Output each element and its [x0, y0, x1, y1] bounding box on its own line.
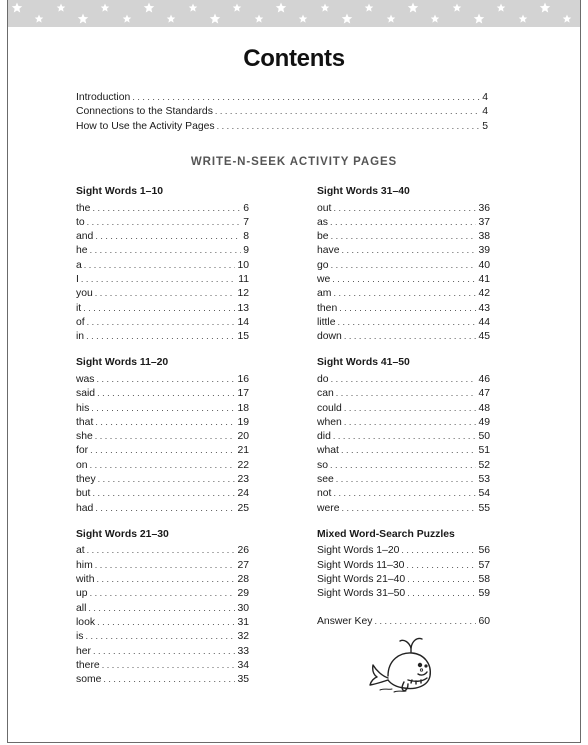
entry-label: go: [317, 259, 329, 271]
entry-label: see: [317, 474, 334, 486]
entry-label: all: [76, 602, 87, 614]
entry-label: Sight Words 1–20: [317, 545, 400, 557]
dot-leader: [84, 258, 236, 272]
entry-page-number: 20: [237, 431, 249, 443]
entry-page-number: 22: [237, 459, 249, 471]
entry-page-number: 41: [478, 273, 490, 285]
dot-leader: [331, 258, 477, 272]
entry-page-number: 16: [237, 373, 249, 385]
entry-page-number: 35: [237, 674, 249, 686]
entry-label: for: [76, 445, 89, 457]
toc-group-sight-words-21-30: [76, 528, 249, 686]
entry-page-number: 17: [237, 388, 249, 400]
entry-page-number: 4: [482, 106, 488, 118]
toc-entry-is: [76, 629, 249, 643]
dot-leader: [86, 629, 236, 643]
entry-label: up: [76, 588, 88, 600]
entry-label: Sight Words 31–50: [317, 588, 406, 600]
entry-label: a: [76, 259, 82, 271]
toc-group-sight-words-31-40: [317, 185, 490, 343]
dot-leader: [344, 401, 477, 415]
toc-entry-connections-to-the-standards: [76, 104, 488, 118]
toc-entry-to: [76, 215, 249, 229]
entry-label: can: [317, 388, 334, 400]
entry-label: his: [76, 402, 90, 414]
toc-entry-for: [76, 443, 249, 457]
dot-leader: [344, 415, 477, 429]
entry-page-number: 5: [482, 120, 488, 132]
toc-entry-there: [76, 658, 249, 672]
toc-entry-with: [76, 572, 249, 586]
group-heading: Sight Words 31–40: [317, 186, 410, 197]
left-column: [76, 185, 249, 699]
dot-leader: [407, 572, 476, 586]
entry-page-number: 42: [478, 288, 490, 300]
group-heading: Sight Words 41–50: [317, 357, 410, 369]
entry-page-number: 11: [238, 273, 249, 285]
dot-leader: [86, 329, 235, 343]
entry-label: do: [317, 373, 329, 385]
entry-label: out: [317, 202, 332, 214]
dot-leader: [374, 614, 476, 628]
toc-entry-introduction: [76, 90, 488, 104]
entry-label: what: [317, 445, 339, 457]
entry-label: she: [76, 431, 93, 443]
entry-page-number: 60: [478, 615, 490, 627]
toc-entry-and: [76, 229, 249, 243]
entry-label: her: [76, 645, 92, 657]
dot-leader: [333, 201, 476, 215]
entry-label: then: [317, 302, 338, 314]
dot-leader: [342, 501, 477, 515]
toc-entry-him: [76, 558, 249, 572]
group-heading: Mixed Word-Search Puzzles: [317, 528, 455, 540]
entry-page-number: 6: [243, 202, 249, 214]
entry-label: had: [76, 502, 94, 514]
entry-page-number: 43: [478, 302, 490, 314]
entry-page-number: 4: [482, 92, 488, 103]
toc-entry-her: [76, 644, 249, 658]
dot-leader: [87, 315, 236, 329]
entry-page-number: 29: [237, 588, 249, 600]
entry-label: as: [317, 216, 328, 228]
entry-page-number: 31: [237, 616, 249, 628]
toc-entry-sight-words-11-30: [317, 558, 490, 572]
toc-entry-he: [76, 243, 249, 257]
dot-leader: [98, 472, 236, 486]
group-heading: Sight Words 21–30: [76, 528, 169, 540]
dot-leader: [92, 201, 241, 215]
entry-page-number: 51: [478, 445, 490, 457]
toc-entry-what: [317, 443, 490, 457]
entry-label: was: [76, 373, 95, 385]
dot-leader: [87, 543, 236, 557]
entry-label: said: [76, 388, 96, 400]
entry-page-number: 28: [237, 574, 249, 586]
section-heading: WRITE-N-SEEK ACTIVITY PAGES: [190, 156, 398, 168]
toc-entry-i: [76, 272, 249, 286]
entry-label: could: [317, 402, 342, 414]
toc-entry-were: [317, 501, 490, 515]
toc-entry-it: [76, 301, 249, 315]
toc-entry-we: [317, 272, 490, 286]
entry-label: at: [76, 545, 85, 557]
dot-leader: [336, 472, 477, 486]
toc-entry-of: [76, 315, 249, 329]
dot-leader: [97, 386, 235, 400]
dot-leader: [406, 558, 476, 572]
toc-group-sight-words-41-50: [317, 356, 490, 514]
entry-label: and: [76, 231, 94, 243]
entry-page-number: 46: [478, 373, 490, 385]
entry-label: were: [317, 502, 340, 514]
dot-leader: [103, 672, 235, 686]
entry-page-number: 55: [478, 502, 490, 514]
entry-page-number: 45: [478, 331, 490, 343]
entry-page-number: 59: [478, 588, 490, 600]
entry-page-number: 53: [478, 474, 490, 486]
entry-page-number: 36: [478, 202, 490, 214]
entry-page-number: 7: [243, 216, 249, 228]
entry-label: am: [317, 288, 332, 300]
entry-page-number: 52: [478, 459, 490, 471]
dot-leader: [81, 272, 236, 286]
entry-label: so: [317, 459, 328, 471]
dot-leader: [330, 215, 476, 229]
entry-label: with: [76, 574, 95, 586]
dot-leader: [339, 301, 476, 315]
toc-entry-some: [76, 672, 249, 686]
dot-leader: [217, 119, 481, 133]
toc-entry-at: [76, 543, 249, 557]
right-column: [317, 185, 490, 628]
entry-label: Connections to the Standards: [76, 106, 213, 118]
toc-entry-up: [76, 586, 249, 600]
dot-leader: [87, 215, 242, 229]
group-heading: Sight Words 11–20: [76, 357, 169, 369]
entry-label: have: [317, 245, 340, 257]
entry-page-number: 40: [478, 259, 490, 271]
dot-leader: [330, 458, 476, 472]
entry-page-number: 39: [478, 245, 490, 257]
whale-icon: [364, 630, 444, 700]
entry-page-number: 48: [478, 402, 490, 414]
toc-entry-all: [76, 601, 249, 615]
entry-page-number: 33: [237, 645, 249, 657]
entry-page-number: 14: [237, 316, 249, 328]
toc-entry-so: [317, 458, 490, 472]
toc-entry-that: [76, 415, 249, 429]
toc-entry-answer-key: [317, 614, 490, 628]
toc-entry-see: [317, 472, 490, 486]
toc-entry-little: [317, 315, 490, 329]
toc-entry-go: [317, 258, 490, 272]
entry-page-number: 9: [243, 245, 249, 257]
toc-entry-out: [317, 201, 490, 215]
toc-entry-on: [76, 458, 249, 472]
dot-leader: [95, 501, 235, 515]
dot-leader: [90, 243, 242, 257]
entry-page-number: 12: [237, 288, 249, 300]
dot-leader: [407, 586, 476, 600]
entry-label: Sight Words 21–40: [317, 574, 406, 586]
entry-label: but: [76, 488, 91, 500]
entry-page-number: 58: [478, 574, 490, 586]
entry-page-number: 37: [478, 216, 490, 228]
page-title: Contents: [243, 45, 345, 72]
entry-label: of: [76, 316, 85, 328]
dot-leader: [92, 486, 235, 500]
entry-page-number: 13: [237, 302, 249, 314]
entry-page-number: 32: [237, 631, 249, 643]
dot-leader: [96, 572, 235, 586]
dot-leader: [97, 615, 235, 629]
dot-leader: [342, 243, 477, 257]
intro-contents-list: [76, 90, 488, 133]
entry-page-number: 56: [478, 545, 490, 557]
toc-entry-be: [317, 229, 490, 243]
entry-label: that: [76, 416, 94, 428]
toc-entry-could: [317, 401, 490, 415]
dot-leader: [336, 386, 477, 400]
dot-leader: [95, 558, 236, 572]
toc-group-sight-words-1-10: [76, 185, 249, 343]
entry-label: How to Use the Activity Pages: [76, 120, 215, 132]
toc-entry-can: [317, 386, 490, 400]
toc-group-mixed-word-search-puzzles: [317, 528, 490, 601]
entry-page-number: 49: [478, 416, 490, 428]
dot-leader: [90, 458, 236, 472]
dot-leader: [88, 601, 235, 615]
toc-entry-in: [76, 329, 249, 343]
entry-page-number: 24: [237, 488, 249, 500]
toc-entry-as: [317, 215, 490, 229]
toc-entry-have: [317, 243, 490, 257]
entry-page-number: 38: [478, 231, 490, 243]
entry-page-number: 27: [237, 559, 249, 571]
toc-entry-look: [76, 615, 249, 629]
toc-entry-had: [76, 501, 249, 515]
dot-leader: [333, 486, 476, 500]
dot-leader: [95, 429, 236, 443]
dot-leader: [333, 429, 477, 443]
entry-page-number: 19: [237, 416, 249, 428]
entry-label: it: [76, 302, 82, 314]
entry-label: you: [76, 288, 93, 300]
toc-entry-they: [76, 472, 249, 486]
toc-entry-was: [76, 372, 249, 386]
entry-label: some: [76, 674, 102, 686]
toc-entry-his: [76, 401, 249, 415]
toc-entry-did: [317, 429, 490, 443]
entry-label: not: [317, 488, 332, 500]
toc-entry-not: [317, 486, 490, 500]
dot-leader: [95, 229, 241, 243]
toc-entry-you: [76, 286, 249, 300]
toc-entry-down: [317, 329, 490, 343]
dot-leader: [331, 372, 477, 386]
toc-entry-said: [76, 386, 249, 400]
entry-label: Sight Words 11–30: [317, 559, 405, 571]
dot-leader: [337, 315, 476, 329]
entry-page-number: 30: [237, 602, 249, 614]
toc-entry-am: [317, 286, 490, 300]
entry-page-number: 21: [237, 445, 249, 457]
dot-leader: [91, 401, 235, 415]
dot-leader: [102, 658, 236, 672]
dot-leader: [341, 443, 476, 457]
dot-leader: [83, 301, 235, 315]
toc-entry-do: [317, 372, 490, 386]
entry-page-number: 25: [237, 502, 249, 514]
group-heading: Sight Words 1–10: [76, 186, 163, 197]
entry-label: down: [317, 331, 342, 343]
entry-page-number: 54: [478, 488, 490, 500]
entry-page-number: 34: [237, 659, 249, 671]
dot-leader: [215, 104, 480, 118]
entry-label: to: [76, 216, 85, 228]
entry-label: I: [76, 273, 79, 285]
dot-leader: [332, 272, 476, 286]
toc-entry-sight-words-31-50: [317, 586, 490, 600]
entry-label: be: [317, 231, 329, 243]
entry-label: Introduction: [76, 92, 131, 103]
entry-label: we: [317, 273, 331, 285]
dot-leader: [93, 644, 235, 658]
toc-entry-how-to-use-the-activity-pages: [76, 119, 488, 133]
dot-leader: [95, 286, 236, 300]
toc-entry-the: [76, 201, 249, 215]
toc-entry-sight-words-1-20: [317, 543, 490, 557]
entry-label: they: [76, 474, 96, 486]
entry-label: in: [76, 331, 85, 343]
dot-leader: [90, 443, 235, 457]
entry-label: little: [317, 316, 336, 328]
entry-page-number: 23: [237, 474, 249, 486]
entry-label: Answer Key: [317, 615, 373, 627]
dot-leader: [90, 586, 236, 600]
entry-page-number: 57: [478, 559, 490, 571]
entry-page-number: 50: [478, 431, 490, 443]
entry-page-number: 8: [243, 231, 249, 243]
toc-entry-then: [317, 301, 490, 315]
entry-label: there: [76, 659, 100, 671]
entry-label: did: [317, 431, 331, 443]
entry-page-number: 26: [237, 545, 249, 557]
entry-label: the: [76, 202, 91, 214]
entry-page-number: 10: [237, 259, 249, 271]
entry-label: when: [317, 416, 342, 428]
dot-leader: [96, 372, 235, 386]
dot-leader: [401, 543, 476, 557]
entry-label: on: [76, 459, 88, 471]
dot-leader: [331, 229, 477, 243]
entry-label: he: [76, 245, 88, 257]
toc-group-sight-words-11-20: [76, 356, 249, 514]
toc-entry-when: [317, 415, 490, 429]
dot-leader: [95, 415, 235, 429]
entry-label: look: [76, 616, 96, 628]
entry-label: is: [76, 631, 84, 643]
toc-entry-but: [76, 486, 249, 500]
entry-page-number: 18: [237, 402, 249, 414]
toc-entry-she: [76, 429, 249, 443]
entry-label: him: [76, 559, 93, 571]
dot-leader: [333, 286, 476, 300]
entry-page-number: 44: [478, 316, 490, 328]
entry-page-number: 15: [237, 331, 249, 343]
entry-page-number: 47: [478, 388, 490, 400]
toc-entry-a: [76, 258, 249, 272]
dot-leader: [344, 329, 477, 343]
toc-entry-sight-words-21-40: [317, 572, 490, 586]
dot-leader: [132, 90, 480, 104]
